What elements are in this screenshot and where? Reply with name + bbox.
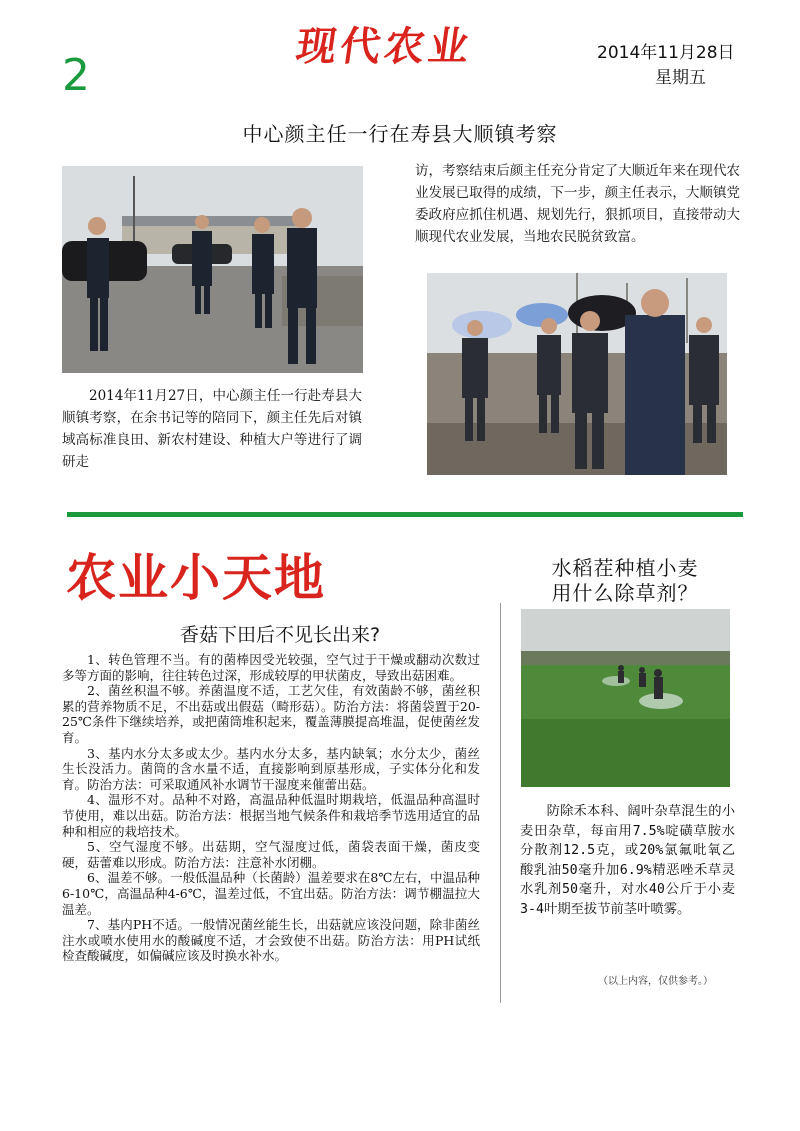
mushroom-article-title: 香菇下田后不见长出来? <box>179 624 381 646</box>
mushroom-paragraph: 3、基内水分太多或太少。基内水分太多，基内缺氧；水分太少，菌丝生长没活力。菌筒的含水量不适，直接影响到原基形成，子实体分化和发育。防治方法：可采取通风补水调节干湿度来催蕾出菇。 <box>62 745 480 792</box>
inspection-photo-2 <box>427 273 727 475</box>
side-article-title <box>520 556 730 606</box>
side-title-line-2: 用什么除草剂？ <box>551 581 699 605</box>
mushroom-paragraph: 5、空气湿度不够。出菇期，空气湿度过低，菌袋表面干燥，菌皮变硬，菇蕾难以形成。防治方法：注意补水闭棚。 <box>62 839 480 870</box>
masthead-title: 现代农业 <box>293 23 476 70</box>
side-article-body: 防除禾本科、阔叶杂草混生的小麦田杂草，每亩用7.5%啶磺草胺水分散剂12.5克，或20%氯氟吡氧乙酸乳油50毫升加6.9%精恶唑禾草灵水乳剂50毫升，对水40公斤于小麦3-4叶期至拔节前茎叶喷雾。 <box>520 804 735 917</box>
inspection-photo-1 <box>62 166 363 373</box>
mushroom-paragraph: 6、温差不够。一般低温品种（长菌龄）温差要求在8℃左右，中温品种6-10℃，高温品种4-6℃，温差过低，不宜出菇。防治方法：调节棚温拉大温差。 <box>62 870 480 917</box>
page-number: 2 <box>62 50 90 101</box>
section-divider <box>67 512 743 517</box>
top-article-headline: 中心颜主任一行在寿县大顺镇考察 <box>242 122 558 146</box>
mushroom-paragraph: 1、转色管理不当。有的菌棒因受光较强，空气过于干燥或翻动次数过多等方面的影响，往往转色过深，形成较厚的甲状菌皮，导致出菇困难。 <box>62 652 480 683</box>
top-article-paragraph-2: 访，考察结束后颜主任充分肯定了大顺近年来在现代农业发展已取得的成绩，下一步，颜主任表示，大顺镇党委政府应抓住机遇、规划先行，狠抓项目，直接带动大顺现代农业发展，当地农民脱贫致富。 <box>415 163 740 245</box>
mushroom-paragraph: 4、温形不对。品种不对路，高温品种低温时期栽培，低温品种高温时节使用，难以出菇。防治方法：根据当地气候条件和栽培季节选用适宜的品种和相应的栽培技术。 <box>62 792 480 839</box>
mushroom-paragraph: 7、基内PH不适。一般情况菌丝能生长，出菇就应该没问题，除非菌丝注水或喷水使用水的酸碱度不适，才会致使不出菇。防治方法：用PH试纸检查酸碱度，如偏碱应该及时换水补水。 <box>62 917 480 964</box>
section-title: 农业小天地 <box>66 549 326 607</box>
mushroom-paragraph: 2、菌丝积温不够。养菌温度不适，工艺欠佳，有效菌龄不够，菌丝积累的营养物质不足，不出菇或出假菇（畸形菇）。防治方法：将菌袋置于20-25℃条件下继续培养，或把菌筒堆积起来，覆盖薄膜提高堆温，促使菌丝发育。 <box>62 683 480 745</box>
wheat-field-photo <box>521 609 730 787</box>
column-divider <box>500 603 501 1003</box>
side-article-note: （以上内容，仅供参考。） <box>598 976 713 987</box>
issue-date: 2014年11月28日 <box>597 43 735 63</box>
mushroom-article-body <box>62 652 480 964</box>
issue-weekday: 星期五 <box>655 68 706 88</box>
top-article-paragraph-1: 2014年11月27日，中心颜主任一行赴寿县大顺镇考察，在余书记等的陪同下，颜主任先后对镇域高标准良田、新农村建设、种植大户等进行了调研走 <box>62 388 362 470</box>
side-title-line-1: 水稻茬种植小麦 <box>551 556 699 580</box>
